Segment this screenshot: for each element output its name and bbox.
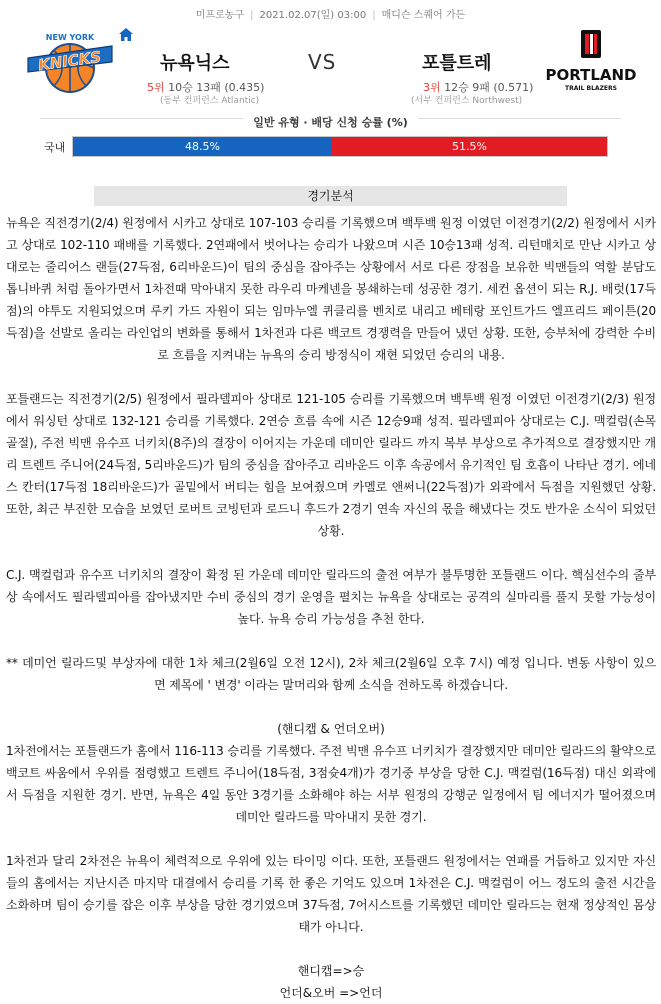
analysis-injury-note: ** 데미언 릴라드및 부상자에 대한 1차 체크(2월6일 오전 12시), 2차 체크(2월6일 오후 7시) 예정 입니다. 변동 사항이 있으면 제목에 ' 변경' 이라는 말머리와 함께 소식을 전하도록 하겠습니다. — [6, 656, 656, 692]
knicks-logo — [24, 20, 116, 94]
svg-text:TRAIL BLAZERS: TRAIL BLAZERS — [565, 85, 617, 92]
analysis-article — [6, 212, 656, 1004]
pick-underover: 언더&오버 =>언더 — [279, 986, 383, 1000]
handicap-title: (핸디캡 & 언더오버) — [277, 722, 385, 736]
poll-bar-home: 48.5% — [73, 137, 332, 156]
match-datetime: 2021.02.07(일) 03:00 — [259, 10, 367, 21]
svg-text:NEW YORK: NEW YORK — [45, 33, 95, 42]
svg-text:PORTLAND: PORTLAND — [545, 66, 637, 84]
analysis-paragraph-home: 뉴욕은 직전경기(2/4) 원정에서 시카고 상대로 107-103 승리를 기록했으며 백투백 원정 이였던 이전경기(2/2) 원정에서 시카고 상대로 102-110 패배를 기록했다. 2연패에서 벗어나는 승리가 나왔으며 시즌 10승13패 성적. 리턴매치로 만난 시카고 상대로는 줄리어스 랜들(27득점, 6리바운드)이 팀의 중심을 잡아주는 상황에서 서로 다른 장점을 보유한 빅맨들의 역할 분담도 톱니바퀴 처럼 돌아가면서 1차전때 막아내지 못한 라우리 마케넨을 봉쇄하는데 성공한 경기. 세컨 옵션이 되는 R.J. 배럿(17득점)의 야투도 지원되었으며 루키 가드 자원이 되는 임마누엘 퀴클리를 벤치로 내리고 베테랑 포인트가드 엘프리드 페이튼(20득점)을 선발로 올리는 라인업의 변화를 통해서 1차전과 다른 백코트 경쟁력을 만들어 냈던 상황. 또한, 승부처에 강력한 수비로 흐름을 지켜내는 뉴욕의 승리 방정식이 재현 되었던 승리의 내용. — [6, 216, 656, 362]
blazers-logo — [546, 28, 636, 94]
pick-handicap: 핸디캡=>승 — [297, 964, 365, 978]
poll-bar — [72, 136, 608, 157]
home-team-name: 뉴욕닉스 — [160, 53, 230, 74]
home-rank: 5위 — [147, 81, 165, 94]
away-rank: 3위 — [423, 81, 441, 94]
away-team-name: 포틀트레 — [422, 53, 492, 74]
poll-title: 일반 유형 · 배당 신청 승률 (%) — [0, 111, 661, 130]
home-record-text: 10승 13패 (0.435) — [168, 81, 265, 94]
vs-label: VS — [308, 50, 337, 74]
handicap-paragraph-1: 1차전에서는 포틀랜드가 홈에서 116-113 승리를 기록했다. 주전 빅맨 유수프 너키치가 결장했지만 데미안 릴라드의 활약으로 백코트 싸움에서 우위를 점령했고 트렌트 주니어(18득점, 3점슛4개)가 경기중 부상을 당한 C.J. 맥컬럼(16득점) 대신 외곽에서 득점을 지원한 경기. 반면, 뉴욕은 4일 동안 3경기를 소화해야 하는 서부 원정의 강행군 일정에서 팀 에너지가 떨어졌으며 데미안 릴라드를 막아내지 못한 경기. — [6, 744, 656, 824]
handicap-paragraph-2: 1차전과 달리 2차전은 뉴욕이 체력적으로 우위에 있는 타이밍 이다. 또한, 포틀랜드 원정에서는 연패를 거듭하고 있지만 자신들의 홈에서는 지난시즌 마지막 대결에서 승리를 기록 한 좋은 기억도 있으며 1차전은 C.J. 맥컬럼이 어느 정도의 출전 시간을 소화하며 팀이 승기를 잡은 이후 부상을 당한 경기였으며 37득점, 7어시스트를 기록했던 데미안 릴라드는 현재 정상적인 몸상태가 아니다. — [6, 854, 656, 934]
svg-text:KNICKS: KNICKS — [37, 47, 103, 75]
home-icon[interactable] — [119, 28, 133, 41]
home-conference: (동부 컨퍼런스 Atlantic) — [160, 96, 260, 106]
venue-label: 매디슨 스퀘어 가든 — [381, 10, 466, 21]
poll-bar-away: 51.5% — [332, 137, 607, 156]
poll-row-label: 국내 — [44, 141, 66, 154]
league-label: 미프로농구 — [195, 10, 245, 21]
away-conference: (서부 컨퍼런스 Northwest) — [411, 96, 523, 106]
analysis-paragraph-prediction: C.J. 맥컬럼과 유수프 너키치의 결장이 확정 된 가운데 데미안 릴라드의 출전 여부가 불투명한 포틀랜드 이다. 핵심선수의 줄부상 속에서도 필라델피아를 잡아냈지만 수비 중심의 경기 운영을 펼치는 뉴욕을 상대로는 공격의 실마리를 풀지 못할 가능성이 높다. 뉴욕 승리 가능성을 추천 한다. — [6, 568, 656, 626]
analysis-title: 경기분석 — [94, 186, 567, 206]
match-meta: 미프로농구 | 2021.02.07(일) 03:00 | 매디슨 스퀘어 가든 — [195, 10, 466, 21]
analysis-paragraph-away: 포틀랜드는 직전경기(2/5) 원정에서 필라델피아 상대로 121-105 승리를 기록했으며 백투백 원정 이였던 이전경기(2/3) 원정에서 워싱턴 상대로 132-121 승리를 기록했다. 2연승 흐름 속에 시즌 12승9패 성적. 필라델피아 상대로는 C.J. 맥컬럼(손목 골절), 주전 빅맨 유수프 너키치(8주)의 결장이 이어지는 가운데 데미안 릴라드 까지 복부 부상으로 추가적으로 결장했지만 개리 트렌트 주니어(24득점, 5리바운드)가 팀의 중심을 잡아주고 리바운드 이후 속공에서 유기적인 팀 호흡이 나타난 경기. 에네스 칸터(17득점 18리바운드)가 골밑에서 버티는 힘을 보여줬으며 카멜로 앤써니(22득점)가 외곽에서 득점을 지원했던 상황. 또한, 최근 부진한 모습을 보였던 로버트 코빙턴과 로드니 후드가 2경기 연속 자신의 몫을 해냈다는 것도 반가운 소식이 되었던 상황. — [6, 392, 656, 538]
match-header — [0, 0, 661, 156]
away-record-text: 12승 9패 (0.571) — [444, 81, 534, 94]
